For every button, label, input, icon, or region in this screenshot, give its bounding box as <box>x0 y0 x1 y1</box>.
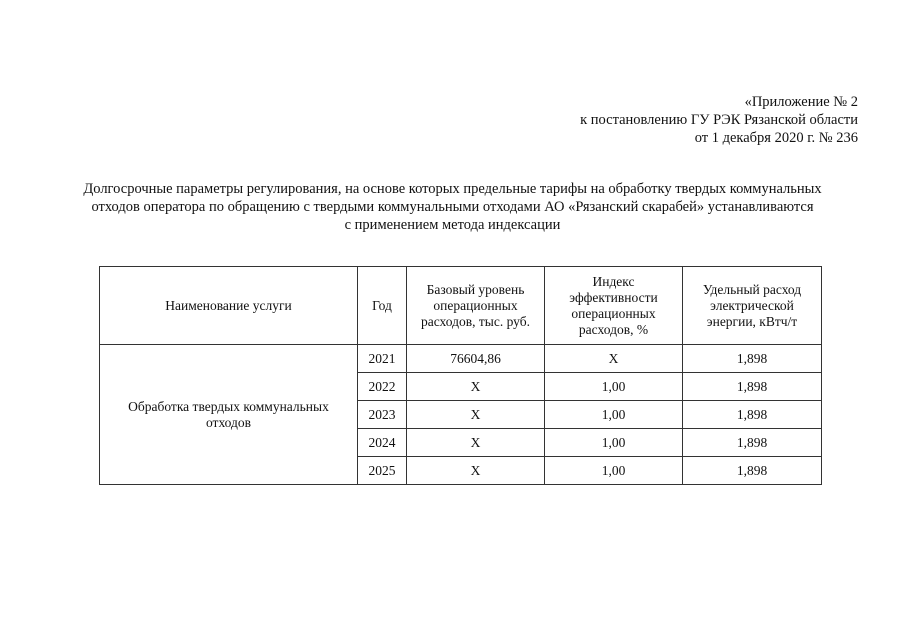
service-name-cell: Обработка твердых коммунальных отходов <box>100 345 358 485</box>
year-cell: 2023 <box>358 401 407 429</box>
header-service-name: Наименование услуги <box>100 267 358 345</box>
appendix-reference <box>580 93 858 147</box>
year-cell: 2021 <box>358 345 407 373</box>
efficiency-index-cell: 1,00 <box>545 457 683 485</box>
header-efficiency-index: Индекс эффективности операционных расходов, % <box>545 267 683 345</box>
base-level-cell: Х <box>407 429 545 457</box>
energy-consumption-cell: 1,898 <box>683 345 822 373</box>
base-level-cell: 76604,86 <box>407 345 545 373</box>
table-header-row <box>100 267 822 345</box>
document-title <box>40 180 865 234</box>
base-level-cell: Х <box>407 401 545 429</box>
title-line-2: отходов оператора по обращению с твердыми коммунальными отходами АО «Рязанский скарабей» устанавливаются <box>91 199 814 215</box>
energy-consumption-cell: 1,898 <box>683 429 822 457</box>
appendix-number: «Приложение № 2 <box>744 94 858 110</box>
energy-consumption-cell: 1,898 <box>683 457 822 485</box>
appendix-resolution: к постановлению ГУ РЭК Рязанской области <box>580 112 858 128</box>
efficiency-index-cell: Х <box>545 345 683 373</box>
efficiency-index-cell: 1,00 <box>545 373 683 401</box>
efficiency-index-cell: 1,00 <box>545 429 683 457</box>
header-year: Год <box>358 267 407 345</box>
year-cell: 2024 <box>358 429 407 457</box>
energy-consumption-cell: 1,898 <box>683 401 822 429</box>
title-line-3: с применением метода индексации <box>344 217 561 233</box>
header-base-level: Базовый уровень операционных расходов, тыс. руб. <box>407 267 545 345</box>
base-level-cell: Х <box>407 373 545 401</box>
title-line-1: Долгосрочные параметры регулирования, на основе которых предельные тарифы на обработку твердых коммунальных <box>83 181 822 197</box>
header-energy-consumption: Удельный расход электрической энергии, кВтч/т <box>683 267 822 345</box>
year-cell: 2025 <box>358 457 407 485</box>
table-row <box>100 345 822 373</box>
year-cell: 2022 <box>358 373 407 401</box>
appendix-date: от 1 декабря 2020 г. № 236 <box>694 130 858 146</box>
efficiency-index-cell: 1,00 <box>545 401 683 429</box>
energy-consumption-cell: 1,898 <box>683 373 822 401</box>
regulation-parameters-table <box>99 266 822 485</box>
base-level-cell: Х <box>407 457 545 485</box>
